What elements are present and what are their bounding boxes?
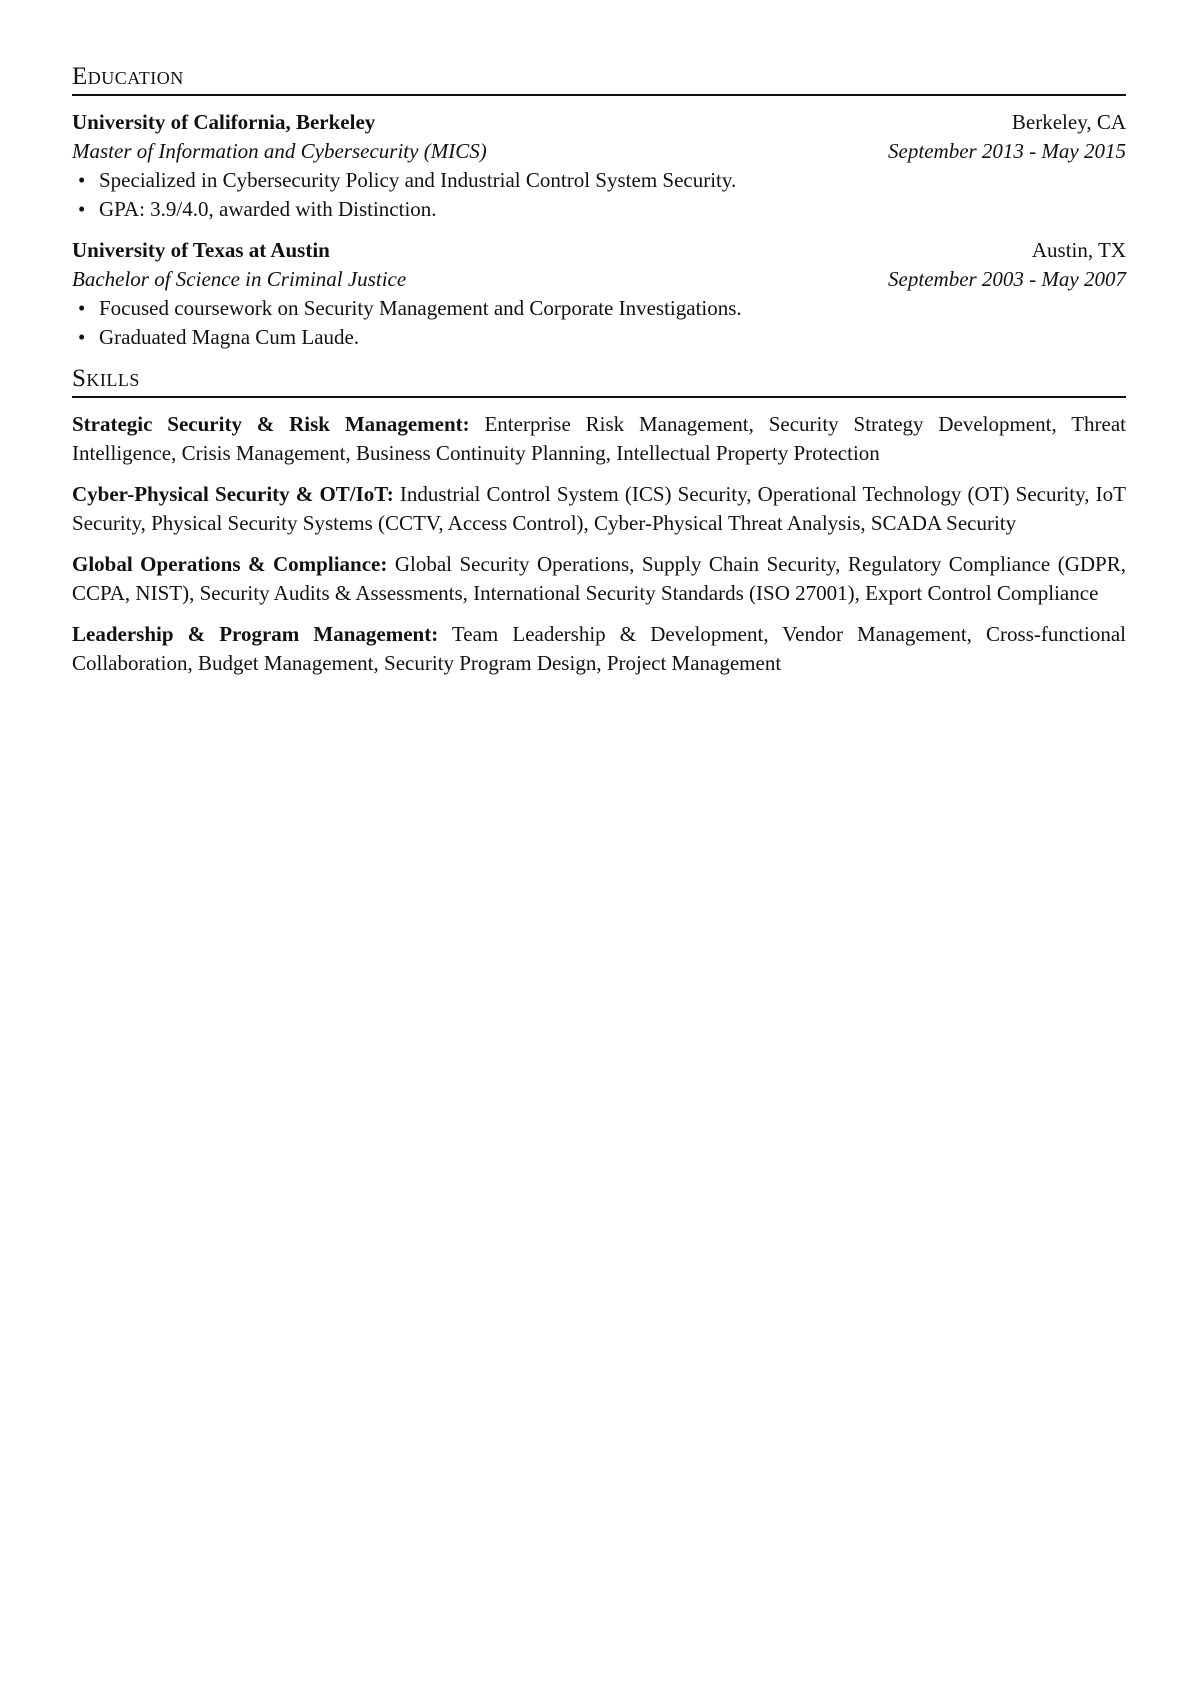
- institution-location: Austin, TX: [1031, 238, 1126, 262]
- institution-name: University of California, Berkeley: [72, 110, 376, 134]
- skill-group-label: Strategic Security & Risk Management:: [72, 412, 470, 436]
- degree-name: Bachelor of Science in Criminal Justice: [72, 267, 407, 291]
- education-section: [72, 62, 1126, 352]
- degree-dates: September 2003 - May 2007: [888, 267, 1126, 291]
- education-bullets: [72, 166, 1126, 224]
- skill-group-text: Team Leadership & Development, Vendor Management, Cross-functional Collaboration, Budget Management, Security Program Design, Project Management: [72, 622, 1127, 675]
- skill-group-text: Enterprise Risk Management, Security Strategy Development, Threat Intelligence, Crisis Management, Business Continuity Planning, Intellectual Property Protection: [72, 412, 1126, 465]
- skill-group-text: Global Security Operations, Supply Chain Security, Regulatory Compliance (GDPR, CCPA, NIST), Security Audits & Assessments, International Security Standards (ISO 27001), Export Control Compliance: [72, 552, 1126, 605]
- skill-group: [72, 410, 1126, 468]
- list-item: • Focused coursework on Security Management and Corporate Investigations.: [72, 294, 1126, 323]
- list-item: • Graduated Magna Cum Laude.: [72, 323, 1126, 352]
- education-bullets: [72, 294, 1126, 352]
- section-divider: [72, 94, 1126, 96]
- skill-group-text: Industrial Control System (ICS) Security, Operational Technology (OT) Security, IoT Security, Physical Security Systems (CCTV, Access Control), Cyber-Physical Threat Analysis, SCADA Security: [72, 482, 1126, 535]
- skills-section: [72, 364, 1126, 678]
- education-header-row: [72, 108, 1126, 137]
- education-degree-row: [72, 265, 1126, 294]
- degree-name: Master of Information and Cybersecurity (MICS): [72, 139, 487, 163]
- skill-group: [72, 550, 1126, 608]
- skill-group-label: Leadership & Program Management:: [72, 622, 439, 646]
- skills-heading: Skills: [72, 365, 140, 392]
- education-heading: Education: [72, 63, 184, 90]
- list-item: • GPA: 3.9/4.0, awarded with Distinction.: [72, 195, 1126, 224]
- skill-group: [72, 480, 1126, 538]
- education-header-row: [72, 236, 1126, 265]
- education-entry: [72, 108, 1126, 224]
- institution-name: University of Texas at Austin: [72, 238, 330, 262]
- education-degree-row: [72, 137, 1126, 166]
- institution-location: Berkeley, CA: [1011, 110, 1126, 134]
- skill-group-label: Cyber-Physical Security & OT/IoT:: [72, 482, 394, 506]
- skill-group-label: Global Operations & Compliance:: [72, 552, 388, 576]
- degree-dates: September 2013 - May 2015: [888, 139, 1126, 163]
- education-entry: [72, 236, 1126, 352]
- section-divider: [72, 396, 1126, 398]
- list-item: • Specialized in Cybersecurity Policy and Industrial Control System Security.: [72, 166, 1126, 195]
- skill-group: [72, 620, 1126, 678]
